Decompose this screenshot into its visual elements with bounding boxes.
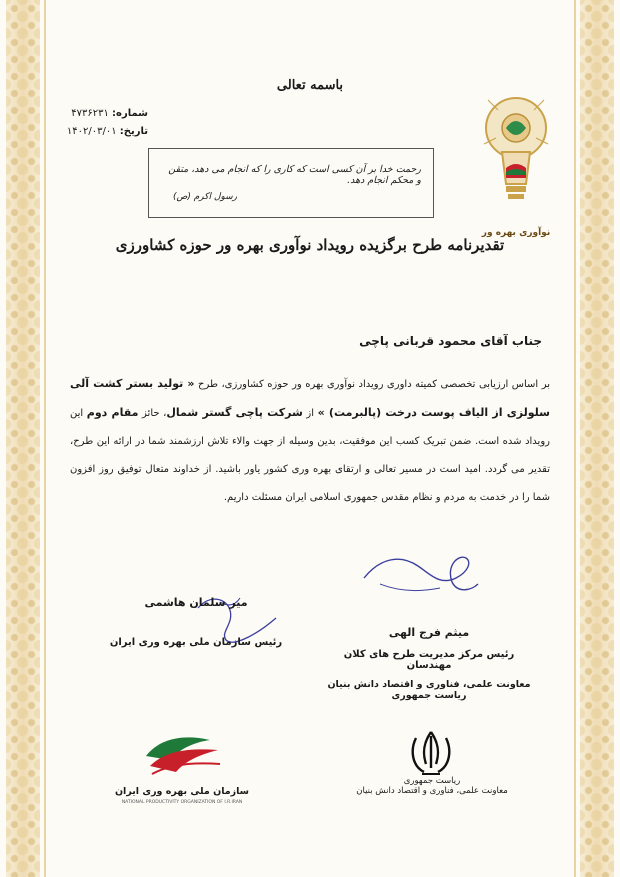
number-value: ۴۷۳۶۲۳۱: [71, 108, 109, 119]
body-text-1: بر اساس ارزیابی تخصصی کمیته داوری رویداد نوآوری بهره ور حوزه کشاورزی، طرح: [198, 379, 550, 390]
ornamental-border-left: [6, 0, 40, 877]
body-text-3: ، حائز: [142, 408, 167, 419]
signer-right-org: معاونت علمی، فناوری و اقتصاد دانش بنیان ریاست جمهوری: [327, 679, 531, 701]
body-rank: مقام دوم: [86, 406, 139, 419]
quote-text: رحمت خدا بر آن کسی است که کاری را که انجام می دهد، متقن و محکم انجام دهد.: [168, 164, 421, 186]
border-line-right: [574, 0, 576, 877]
innovation-bulb-logo: [476, 88, 556, 238]
productivity-org-name-en: NATIONAL PRODUCTIVITY ORGANIZATION OF I.R.IRAN: [121, 800, 243, 805]
logo-caption: نوآوری بهره ور: [481, 228, 551, 238]
vice-presidency-text: معاونت علمی، فناوری و اقتصاد دانش بنیان: [356, 786, 508, 796]
signature-right: [324, 626, 534, 701]
letter-number: [71, 108, 148, 119]
presidency-emblem-caption: [344, 776, 520, 796]
ornamental-border-right: [580, 0, 614, 877]
signature-left: [96, 596, 296, 648]
date-label: تاریخ:: [119, 126, 148, 137]
signer-right-name: میثم فرج الهی: [388, 626, 470, 639]
body-text-4: این رویداد شده است. ضمن تبریک کسب این موفقیت، بدین وسیله از جهت والاء تلاش ارزشمند شما در ارائه این طرح، تقدیر می گردد. امید است در مسیر تعالی و ارتقای بهره وری کشور یاور باشید. از خداوند متعال توفیق روز افزون شما را در خدمت به مردم و نظام مقدس جمهوری اسلامی ایران مسئلت داریم.: [70, 408, 550, 503]
date-value: ۱۴۰۲/۰۳/۰۱: [66, 126, 117, 137]
number-label: شماره:: [112, 108, 148, 119]
certificate-title: تقدیرنامه طرح برگزیده رویداد نوآوری بهره ور حوزه کشاورزی: [115, 236, 505, 254]
certificate-body: [70, 370, 550, 512]
addressee: جناب آقای محمود قربانی پاچی: [359, 334, 542, 348]
productivity-org-name: سازمان ملی بهره وری ایران: [114, 786, 250, 797]
signer-left-name: میر سلمان هاشمی: [144, 596, 248, 609]
border-line-left: [44, 0, 46, 877]
signature-scrawl-right: [360, 548, 480, 600]
presidency-emblem-icon: [408, 728, 454, 780]
letter-date: [67, 126, 148, 137]
body-text-2: از: [306, 408, 315, 419]
quote-frame: [148, 148, 434, 218]
body-project-title: « تولید بستر کشت آلی سلولزی از الیاف پوست درخت (پالبرمت) »: [70, 377, 550, 419]
quote-source: رسول اکرم (ص): [172, 192, 237, 202]
presidency-text: ریاست جمهوری: [403, 776, 461, 786]
signer-left-title: رئیس سازمان ملی بهره وری ایران: [109, 637, 283, 648]
body-company-name: شرکت پاچی گستر شمال: [166, 406, 303, 419]
signer-right-title: رئیس مرکز مدیریت طرح های کلان مهندسان: [343, 649, 515, 671]
basmala-heading: باسمه تعالی: [276, 78, 344, 93]
productivity-org-logo: [140, 726, 224, 782]
